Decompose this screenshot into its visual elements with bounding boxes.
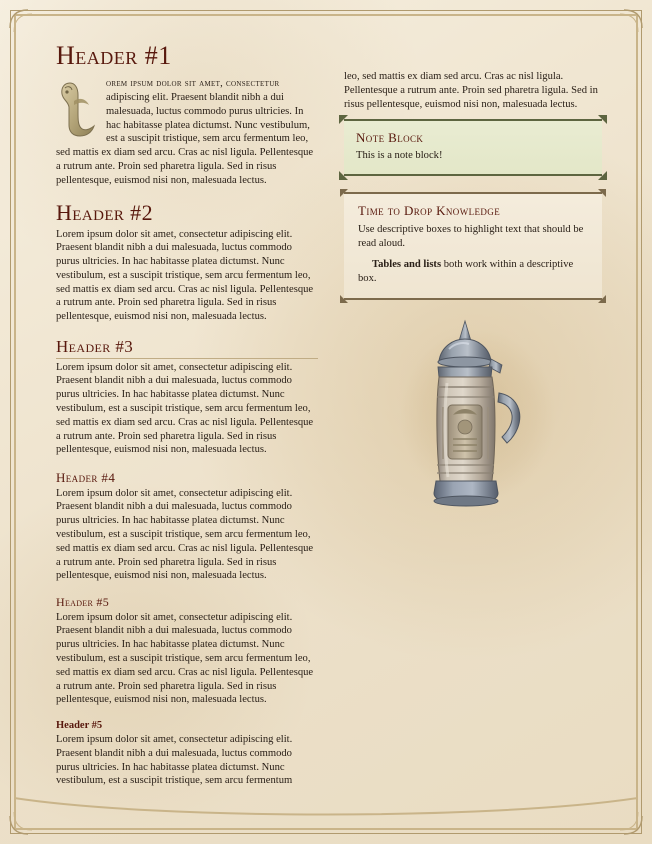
descriptive-corner-ornament-icon [598, 295, 606, 303]
descriptive-corner-ornament-icon [340, 295, 348, 303]
right-column [344, 70, 602, 300]
page-content [48, 30, 608, 800]
section-heading-3: Header #3 [56, 338, 318, 359]
section-body-6: Lorem ipsum dolor sit amet, consectetur adipiscing elit. Praesent blandit nibh a dui malesuada, luctus commodo purus ultricies. In hac habitasse platea dictumst. Nunc vestibulum, est a suscipit tristique, sem arcu fermentum [56, 734, 293, 787]
intro-body-text: adipiscing elit. Praesent blandit nibh a dui malesuada, luctus commodo purus ultricies. In hac habitasse platea dictumst. Nunc vestibulum, est a suscipit tristique, sem arcu fermentum leo, sed mattis ex diam sed arcu. Cras ac nisl ligula. Pellentesque a rutrum ante. Proin sed pharetra ligula. Sed in risus pellentesque, euismod nisi non, malesuada lectus. [56, 92, 314, 186]
corner-ornament-icon [8, 8, 42, 42]
corner-ornament-icon [610, 802, 644, 836]
note-corner-ornament-icon [339, 115, 348, 124]
corner-ornament-icon [610, 8, 644, 42]
note-block [344, 119, 602, 176]
page-title: Header #1 [56, 41, 172, 70]
section-body-5: Lorem ipsum dolor sit amet, consectetur adipiscing elit. Praesent blandit nibh a dui malesuada, luctus commodo purus ultricies. In hac habitasse platea dictumst. Nunc vestibulum, est a suscipit tristique, sem arcu fermentum leo, sed mattis ex diam sed arcu. Cras ac nisl ligula. Pellentesque a rutrum ante. Proin sed pharetra ligula. Sed in risus pellentesque, euismod nisi non, malesuada lectus. [56, 611, 314, 706]
descriptive-corner-ornament-icon [340, 189, 348, 197]
descriptive-box-bold-lead: Tables and lists [372, 259, 442, 270]
note-corner-ornament-icon [598, 115, 607, 124]
intro-paragraph-block [56, 77, 318, 187]
section-heading-4: Header #4 [56, 470, 116, 486]
note-corner-ornament-icon [339, 171, 348, 180]
descriptive-box-second-rest: both work within a descriptive box. [358, 259, 574, 284]
small-caps-lead: orem ipsum dolor sit amet, consectetur [106, 78, 280, 90]
descriptive-box-title: Time to Drop Knowledge [358, 203, 501, 219]
note-block-title: Note Block [356, 130, 424, 146]
note-corner-ornament-icon [598, 171, 607, 180]
descriptive-box-text: Use descriptive boxes to highlight text that should be read aloud. [358, 224, 584, 250]
section-body-2: Lorem ipsum dolor sit amet, consectetur adipiscing elit. Praesent blandit nibh a dui malesuada, luctus commodo purus ultricies. In hac habitasse platea dictumst. Nunc vestibulum, est a suscipit tristique, sem arcu fermentum leo, sed mattis ex diam sed arcu. Cras ac nisl ligula. Pellentesque a rutrum ante. Proin sed pharetra ligula. Sed in risus pellentesque, euismod nisi non, malesuada lectus. [56, 228, 314, 323]
descriptive-corner-ornament-icon [598, 189, 606, 197]
section-heading-2: Header #2 [56, 200, 153, 226]
descriptive-box [344, 192, 602, 300]
section-body-4: Lorem ipsum dolor sit amet, consectetur adipiscing elit. Praesent blandit nibh a dui malesuada, luctus commodo purus ultricies. In hac habitasse platea dictumst. Nunc vestibulum, est a suscipit tristique, sem arcu fermentum leo, sed mattis ex diam sed arcu. Cras ac nisl ligula. Pellentesque a rutrum ante. Proin sed pharetra ligula. Sed in risus pellentesque, euismod nisi non, malesuada lectus. [56, 487, 314, 582]
note-block-text: This is a note block! [356, 150, 443, 162]
corner-ornament-icon [8, 802, 42, 836]
descriptive-box-second-line [358, 258, 588, 286]
left-column [56, 42, 318, 794]
beer-stein-illustration [403, 315, 543, 515]
drop-cap-letter-icon [56, 79, 100, 141]
section-body-3: Lorem ipsum dolor sit amet, consectetur adipiscing elit. Praesent blandit nibh a dui malesuada, luctus commodo purus ultricies. In hac habitasse platea dictumst. Nunc vestibulum, est a suscipit tristique, sem arcu fermentum leo, sed mattis ex diam sed arcu. Cras ac nisl ligula. Pellentesque a rutrum ante. Proin sed pharetra ligula. Sed in risus pellentesque, euismod nisi non, malesuada lectus. [56, 361, 314, 456]
continuation-paragraph: leo, sed mattis ex diam sed arcu. Cras ac nisl ligula. Pellentesque a rutrum ante. Proin sed pharetra ligula. Sed in risus pellentesque, euismod nisi non, malesuada lectus. [344, 71, 598, 110]
section-heading-5: Header #5 [56, 595, 110, 610]
section-heading-6: Header #5 [56, 720, 103, 732]
